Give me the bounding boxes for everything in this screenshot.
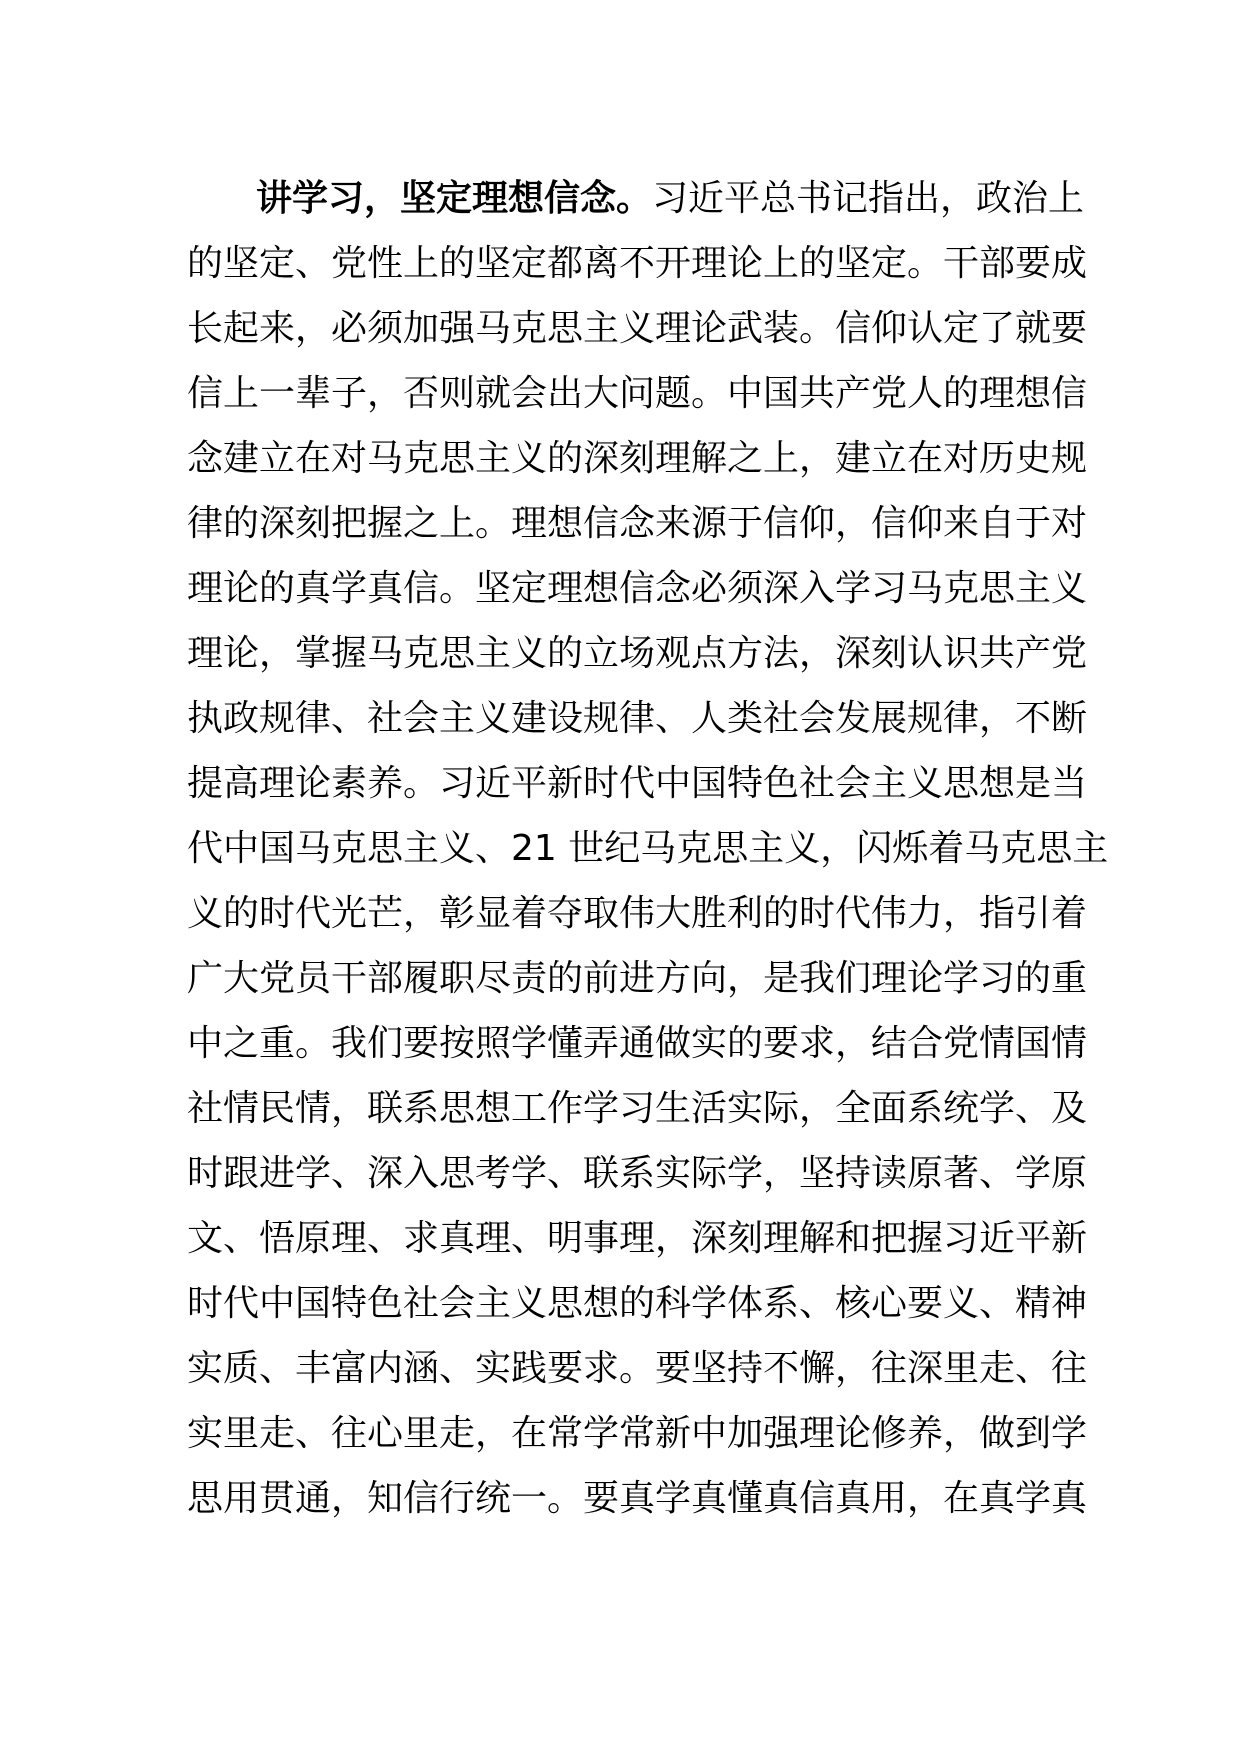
paragraph-line-text: 习近平总书记指出，政治上 <box>652 178 1085 219</box>
paragraph-line-21: 思用贯通，知信行统一。要真学真懂真信真用，在真学真 <box>187 1478 1088 1519</box>
paragraph-line-10: 提高理论素养。习近平新时代中国特色社会主义思想是当 <box>187 763 1088 804</box>
paragraph-line-20: 实里走、往心里走，在常学常新中加强理论修养，做到学 <box>187 1413 1088 1454</box>
paragraph-line-19: 实质、丰富内涵、实践要求。要坚持不懈，往深里走、往 <box>187 1348 1088 1389</box>
paragraph-line-11: 代中国马克思主义、21 世纪马克思主义，闪烁着马克思主 <box>187 828 1109 869</box>
paragraph-line-2: 的坚定、党性上的坚定都离不开理论上的坚定。干部要成 <box>187 243 1088 284</box>
paragraph-line-8: 理论，掌握马克思主义的立场观点方法，深刻认识共产党 <box>187 633 1088 674</box>
paragraph-line-6: 律的深刻把握之上。理想信念来源于信仰，信仰来自于对 <box>187 503 1088 544</box>
paragraph-line-9: 执政规律、社会主义建设规律、人类社会发展规律，不断 <box>187 698 1088 739</box>
paragraph-line-15: 社情民情，联系思想工作学习生活实际，全面系统学、及 <box>187 1088 1088 1129</box>
paragraph-line-5: 念建立在对马克思主义的深刻理解之上，建立在对历史规 <box>187 438 1088 479</box>
paragraph-line-3: 长起来，必须加强马克思主义理论武装。信仰认定了就要 <box>187 308 1088 349</box>
lead-heading: 讲学习，坚定理想信念。 <box>256 178 653 219</box>
paragraph-line-4: 信上一辈子，否则就会出大问题。中国共产党人的理想信 <box>187 373 1088 414</box>
paragraph-line-14: 中之重。我们要按照学懂弄通做实的要求，结合党情国情 <box>187 1023 1088 1064</box>
paragraph-line-16: 时跟进学、深入思考学、联系实际学，坚持读原著、学原 <box>187 1153 1088 1194</box>
paragraph-line-18: 时代中国特色社会主义思想的科学体系、核心要义、精神 <box>187 1283 1088 1324</box>
body-paragraph <box>187 166 1109 1531</box>
paragraph-line-12: 义的时代光芒，彰显着夺取伟大胜利的时代伟力，指引着 <box>187 893 1088 934</box>
paragraph-line-17: 文、悟原理、求真理、明事理，深刻理解和把握习近平新 <box>187 1218 1088 1259</box>
paragraph-line-13: 广大党员干部履职尽责的前进方向，是我们理论学习的重 <box>187 958 1088 999</box>
paragraph-line-1 <box>187 166 1085 231</box>
paragraph-line-7: 理论的真学真信。坚定理想信念必须深入学习马克思主义 <box>187 568 1088 609</box>
